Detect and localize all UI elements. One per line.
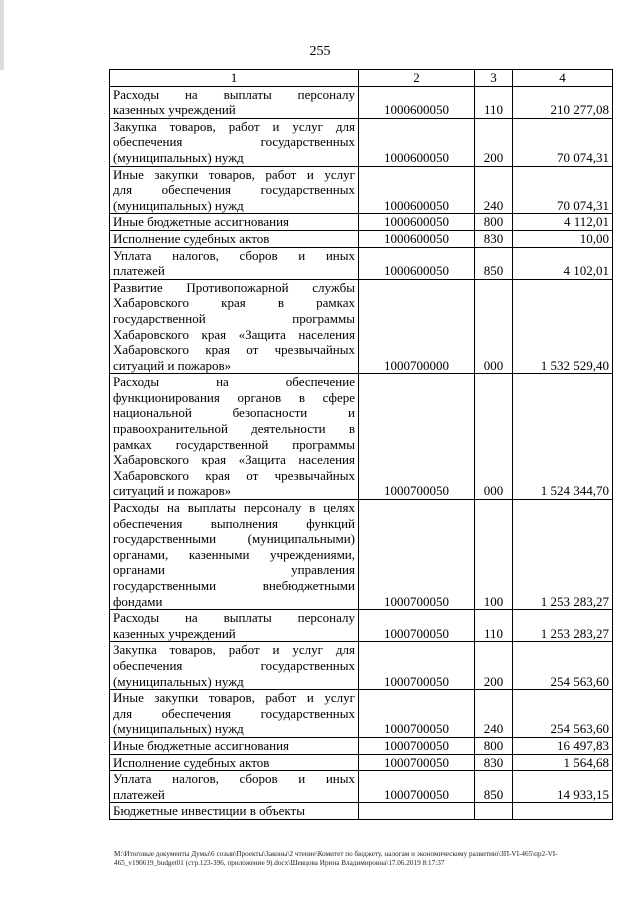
amount-cell: 1 564,68 (513, 754, 613, 771)
expense-name-line: органами, казенными учреждениями, (113, 546, 355, 562)
target-code-cell: 1000700050 (359, 374, 475, 500)
amount-cell: 16 497,83 (513, 737, 613, 754)
target-code-cell: 1000700050 (359, 771, 475, 803)
expense-name-line: платежей (113, 786, 165, 802)
table-row (110, 166, 613, 214)
budget-table (109, 69, 613, 820)
expense-type-cell: 850 (475, 771, 513, 803)
amount-cell: 4 112,01 (513, 214, 613, 231)
header-col-1: 1 (110, 70, 359, 87)
amount-cell: 254 563,60 (513, 642, 613, 690)
expense-name-cell (110, 279, 359, 374)
expense-name-line: (муниципальных) нужд (113, 673, 244, 689)
expense-name-cell (110, 754, 359, 771)
file-path-footer: M:\Итоговые документы Думы\6 созыв\Проекты\Законы\2 чтение\Комитет по бюджету, налогам и экономическому развитию\ЗП-VI-465\пр2-VI-465_v190619_budget01 (стр.123-396, приложение 9).docx\Шевцова Ирина Владимировна\17.06.2019 8:17:37 (114, 850, 558, 867)
amount-cell (513, 803, 613, 820)
expense-type-cell: 800 (475, 737, 513, 754)
table-row (110, 118, 613, 166)
amount-cell: 1 253 283,27 (513, 500, 613, 610)
expense-name-line: государственной программы (113, 310, 355, 326)
expense-name-line: Исполнение судебных актов (113, 230, 270, 246)
expense-name-line: платежей (113, 263, 165, 279)
expense-name-cell (110, 610, 359, 642)
amount-cell: 1 524 344,70 (513, 374, 613, 500)
amount-cell: 14 933,15 (513, 771, 613, 803)
expense-type-cell: 830 (475, 754, 513, 771)
expense-type-cell: 000 (475, 374, 513, 500)
expense-type-cell: 110 (475, 610, 513, 642)
table-row (110, 803, 613, 820)
expense-name-cell (110, 166, 359, 214)
expense-name-line: фондами (113, 593, 163, 609)
amount-cell: 4 102,01 (513, 247, 613, 279)
expense-name-line: обеспечения государственных (113, 657, 355, 673)
expense-name-line: рамках государственной программы (113, 436, 355, 452)
expense-name-cell (110, 803, 359, 820)
expense-type-cell: 800 (475, 214, 513, 231)
expense-name-line: казенных учреждений (113, 625, 236, 641)
expense-name-line: обеспечения выполнения функций (113, 515, 355, 531)
expense-name-cell (110, 214, 359, 231)
header-col-3: 3 (475, 70, 513, 87)
expense-name-line: обеспечения государственных (113, 134, 355, 150)
table-row (110, 754, 613, 771)
amount-cell: 254 563,60 (513, 690, 613, 738)
amount-cell: 10,00 (513, 230, 613, 247)
expense-type-cell: 100 (475, 500, 513, 610)
target-code-cell: 1000700050 (359, 500, 475, 610)
expense-name-line: Исполнение судебных актов (113, 754, 270, 770)
expense-name-cell (110, 737, 359, 754)
expense-name-cell (110, 247, 359, 279)
expense-type-cell: 850 (475, 247, 513, 279)
amount-cell: 1 532 529,40 (513, 279, 613, 374)
expense-name-line: Иные закупки товаров, работ и услуг (113, 166, 355, 182)
expense-name-line: Хабаровского края в рамках (113, 295, 355, 311)
expense-name-cell (110, 771, 359, 803)
expense-name-line: казенных учреждений (113, 102, 236, 118)
expense-name-line: органами управления (113, 562, 355, 578)
expense-name-line: Иные бюджетные ассигнования (113, 737, 290, 753)
expense-name-line: Закупка товаров, работ и услуг для (113, 118, 355, 134)
expense-name-line: Хабаровского края «Защита населения (113, 326, 355, 342)
expense-type-cell: 240 (475, 166, 513, 214)
expense-name-line: Иные закупки товаров, работ и услуг (113, 690, 355, 706)
table-row (110, 374, 613, 500)
header-col-2: 2 (359, 70, 475, 87)
expense-name-line: Бюджетные инвестиции в объекты (113, 803, 305, 819)
table-row (110, 230, 613, 247)
expense-name-line: правоохранительной деятельности в (113, 421, 355, 437)
expense-name-line: Расходы на выплаты персоналу (113, 610, 355, 626)
expense-name-line: Уплата налогов, сборов и иных (113, 247, 355, 263)
table-row (110, 500, 613, 610)
target-code-cell: 1000600050 (359, 166, 475, 214)
table-row (110, 279, 613, 374)
expense-type-cell: 240 (475, 690, 513, 738)
target-code-cell: 1000600050 (359, 247, 475, 279)
expense-type-cell (475, 803, 513, 820)
target-code-cell: 1000700050 (359, 737, 475, 754)
expense-type-cell: 830 (475, 230, 513, 247)
table-body (110, 86, 613, 819)
table-header-row (110, 70, 613, 87)
expense-name-line: государственными внебюджетными (113, 578, 355, 593)
expense-name-line: Иные бюджетные ассигнования (113, 214, 290, 230)
expense-name-line: Развитие Противопожарной службы (113, 279, 355, 295)
table-row (110, 642, 613, 690)
expense-name-line: государственными (муниципальными) (113, 531, 355, 547)
expense-name-cell (110, 86, 359, 118)
expense-type-cell: 110 (475, 86, 513, 118)
expense-name-line: национальной безопасности и (113, 405, 355, 421)
expense-type-cell: 000 (475, 279, 513, 374)
expense-name-cell (110, 642, 359, 690)
target-code-cell: 1000700050 (359, 642, 475, 690)
page-number: 255 (309, 44, 331, 59)
target-code-cell: 1000700050 (359, 690, 475, 738)
expense-name-line: функционирования органов в сфере (113, 389, 355, 405)
amount-cell: 70 074,31 (513, 166, 613, 214)
target-code-cell: 1000600050 (359, 86, 475, 118)
expense-name-line: Хабаровского края от чрезвычайных (113, 342, 355, 358)
expense-name-cell (110, 118, 359, 166)
table-row (110, 247, 613, 279)
table-row (110, 610, 613, 642)
expense-name-line: для обеспечения государственных (113, 182, 355, 198)
expense-name-cell (110, 374, 359, 500)
target-code-cell: 1000700050 (359, 754, 475, 771)
expense-name-cell (110, 500, 359, 610)
expense-name-line: (муниципальных) нужд (113, 149, 244, 165)
expense-name-line: Закупка товаров, работ и услуг для (113, 642, 355, 658)
expense-name-line: Расходы на выплаты персоналу в целях (113, 500, 355, 516)
table-row (110, 771, 613, 803)
target-code-cell (359, 803, 475, 820)
expense-name-line: (муниципальных) нужд (113, 721, 244, 737)
target-code-cell: 1000700000 (359, 279, 475, 374)
expense-name-line: Расходы на обеспечение (113, 374, 355, 390)
target-code-cell: 1000600050 (359, 230, 475, 247)
expense-name-line: для обеспечения государственных (113, 705, 355, 721)
expense-name-line: (муниципальных) нужд (113, 197, 244, 213)
expense-type-cell: 200 (475, 118, 513, 166)
expense-name-line: Хабаровского края от чрезвычайных (113, 467, 355, 483)
target-code-cell: 1000600050 (359, 214, 475, 231)
expense-name-line: Расходы на выплаты персоналу (113, 86, 355, 102)
amount-cell: 210 277,08 (513, 86, 613, 118)
expense-name-line: ситуаций и пожаров» (113, 357, 232, 373)
expense-name-cell (110, 230, 359, 247)
target-code-cell: 1000600050 (359, 118, 475, 166)
expense-type-cell: 200 (475, 642, 513, 690)
amount-cell: 70 074,31 (513, 118, 613, 166)
table-row (110, 690, 613, 738)
header-col-4: 4 (513, 70, 613, 87)
expense-name-cell (110, 690, 359, 738)
expense-name-line: ситуаций и пожаров» (113, 483, 232, 499)
table-row (110, 737, 613, 754)
expense-name-line: Уплата налогов, сборов и иных (113, 771, 355, 787)
amount-cell: 1 253 283,27 (513, 610, 613, 642)
table-row (110, 86, 613, 118)
table-row (110, 214, 613, 231)
expense-name-line: Хабаровского края «Защита населения (113, 452, 355, 468)
target-code-cell: 1000700050 (359, 610, 475, 642)
